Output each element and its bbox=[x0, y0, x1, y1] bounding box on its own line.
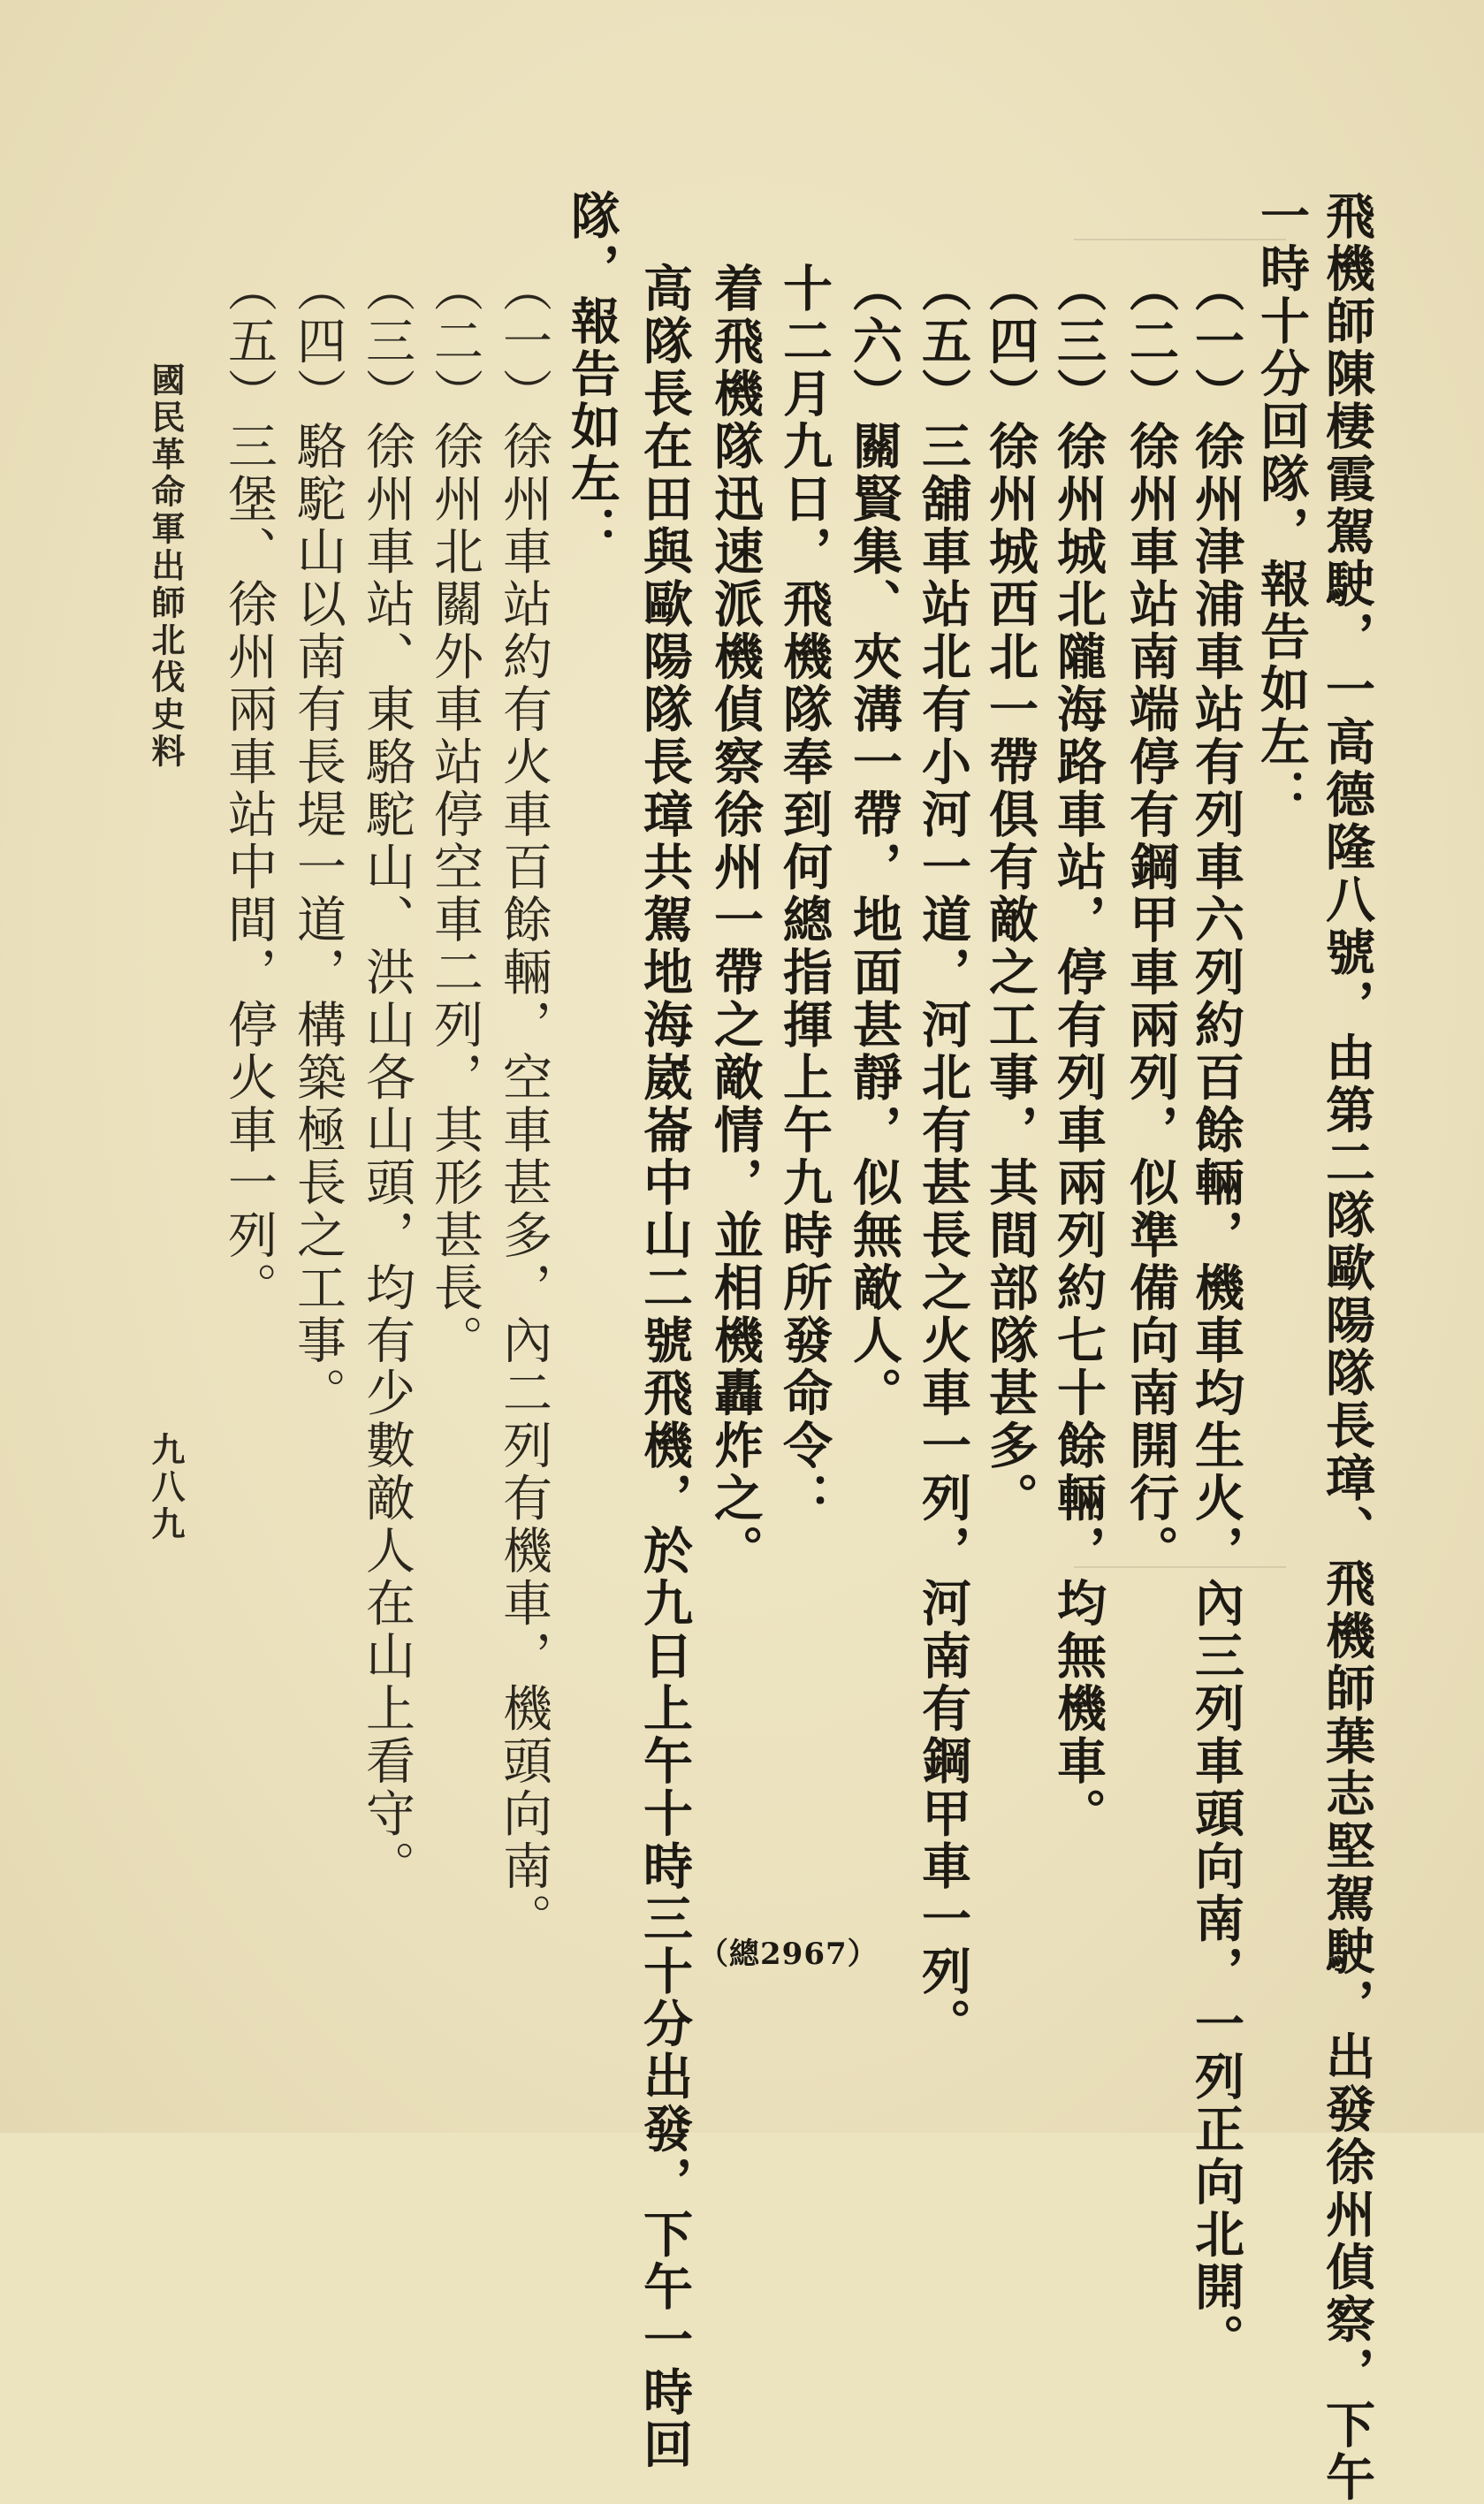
text-column-16: （四）駱駝山以南有長堤一道，構築極長之工事。 bbox=[289, 263, 346, 1419]
page-number: 九八九 bbox=[146, 1432, 186, 1543]
text-column-4: （二）徐州車站南端停有鋼甲車兩列，似準備向南開行。 bbox=[1122, 263, 1180, 1578]
text-column-14: （二）徐州北關外車站停空車二列，其形甚長。 bbox=[426, 263, 483, 1367]
text-column-7: （五）三舖車站北有小河一道，河北有甚長之火車一列，河南有鋼甲車一列。 bbox=[914, 263, 972, 2051]
text-column-17: （五）三堡、徐州兩車站中間，停火車一列。 bbox=[220, 263, 278, 1314]
book-title: 國民革命軍出師北伐史料 bbox=[146, 362, 186, 771]
text-column-8: （六）關賢集、夾溝一帶，地面甚靜，似無敵人。 bbox=[845, 263, 903, 1419]
text-column-11: 高隊長在田與歐陽隊長璋共駕地海崴崙中山二號飛機，於九日上午十時三十分出發，下午一時回 bbox=[635, 263, 694, 2471]
text-column-13: （一）徐州車站約有火車百餘輛，空車甚多，內二列有機車，機頭向南。 bbox=[495, 263, 552, 1945]
text-column-6: （四）徐州城西北一帶俱有敵之工事，其間部隊甚多。 bbox=[981, 263, 1039, 1525]
archive-number-stamp: （總2967） bbox=[698, 1937, 879, 1972]
text-column-2: 一時十分回隊，報告如左： bbox=[1252, 190, 1311, 821]
text-column-5: （三）徐州城北隴海路車站，停有列車兩列約七十餘輛，均無機車。 bbox=[1049, 263, 1107, 1840]
text-column-3: （一）徐州津浦車站有列車六列約百餘輛，機車均生火，內三列車頭向南，一列正向北開。 bbox=[1187, 263, 1245, 2366]
text-column-9: 十二月九日，飛機隊奉到何總指揮上午九時所發命令： bbox=[775, 263, 833, 1525]
text-column-1: 飛機師陳棲霞駕駛，一高德隆八號，由第二隊歐陽隊長璋、飛機師葉志堅駕駛，出發徐州偵察，下午 bbox=[1318, 190, 1376, 2504]
text-column-10: 着飛機隊迅速派機偵察徐州一帶之敵情，並相機轟炸之。 bbox=[706, 263, 765, 1578]
text-column-15: （三）徐州車站、東駱駝山、洪山各山頭，均有少數敵人在山上看守。 bbox=[358, 263, 415, 1893]
text-column-12: 隊，報告如左： bbox=[563, 190, 621, 559]
